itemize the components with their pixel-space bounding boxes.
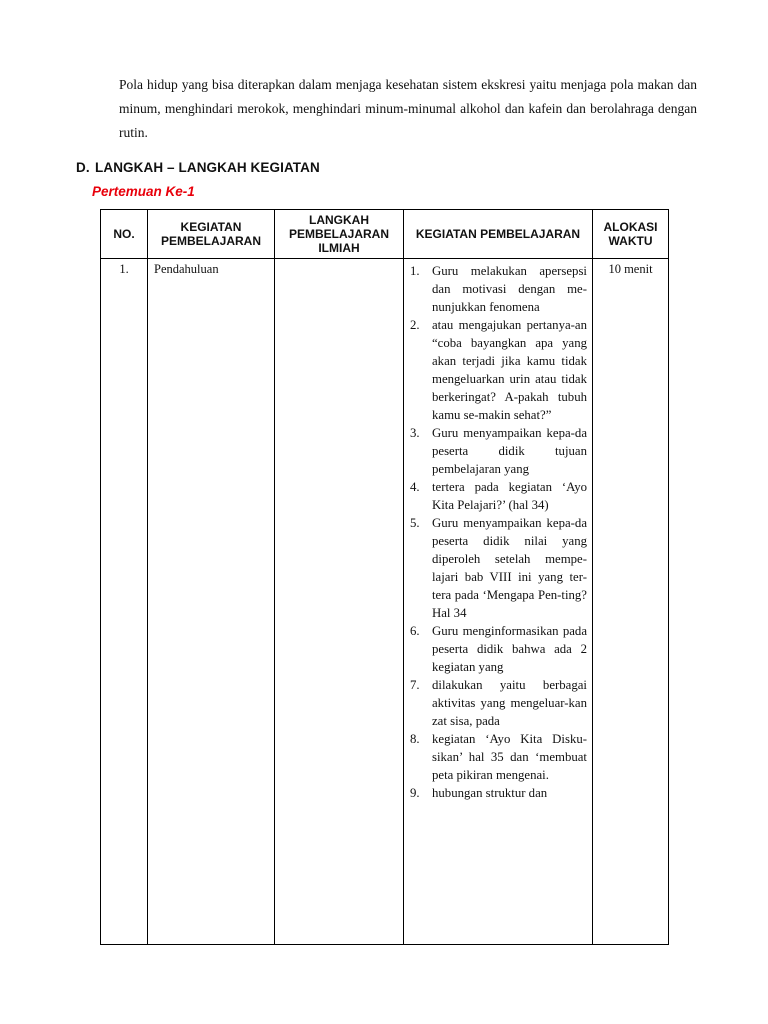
step-text: Guru menyampaikan kepa-da peserta didik tujuan pembelajaran yang	[432, 426, 587, 476]
step-number: 7.	[410, 678, 420, 692]
table-header-row	[101, 210, 669, 259]
meeting-label: Pertemuan Ke-1	[92, 184, 195, 199]
step-number: 8.	[410, 732, 420, 746]
list-item	[404, 262, 592, 316]
row-phase: Pendahuluan	[148, 259, 275, 945]
intro-paragraph: Pola hidup yang bisa diterapkan dalam menjaga kesehatan sistem ekskresi yaitu menjaga pola makan dan minum, menghindari merokok, menghindari minum-minumal alkohol dan kafein dan berolahraga dengan rutin.	[119, 77, 697, 140]
list-item	[404, 676, 592, 730]
step-text: Guru menginformasikan pada peserta didik bahwa ada 2 kegiatan yang	[432, 624, 587, 674]
step-text: Guru menyampaikan kepa-da peserta didik nilai yang diperoleh setelah mempe-lajari bab VIII ini yang ter-tera pada ‘Mengapa Pen-ting? Hal 34	[432, 516, 587, 620]
header-kegiatan-2: KEGIATAN PEMBELAJARAN	[404, 210, 593, 259]
step-text: dilakukan yaitu berbagai aktivitas yang mengeluar-kan zat sisa, pada	[432, 678, 587, 728]
row-activities	[404, 259, 593, 945]
header-kegiatan: KEGIATAN PEMBELAJARAN	[148, 210, 275, 259]
row-number: 1.	[101, 259, 148, 945]
activity-steps-list	[404, 259, 592, 802]
section-heading	[76, 160, 320, 175]
step-text: tertera pada kegiatan ‘Ayo Kita Pelajari?’ (hal 34)	[432, 480, 587, 512]
header-alokasi: ALOKASI WAKTU	[593, 210, 669, 259]
list-item	[404, 316, 592, 424]
step-number: 4.	[410, 480, 420, 494]
step-number: 1.	[410, 264, 420, 278]
step-text: atau mengajukan pertanya-an “coba bayangkan apa yang akan terjadi jika kamu tidak mengeluarkan urin atau tidak berkeringat? A-pakah tubuh kamu se-makin sehat?”	[432, 318, 587, 422]
list-item	[404, 784, 592, 802]
list-item	[404, 424, 592, 478]
header-no: NO.	[101, 210, 148, 259]
list-item	[404, 514, 592, 622]
list-item	[404, 730, 592, 784]
section-title: LANGKAH – LANGKAH KEGIATAN	[95, 160, 320, 175]
step-number: 6.	[410, 624, 420, 638]
section-letter: D.	[76, 160, 90, 175]
row-time: 10 menit	[593, 259, 669, 945]
list-item	[404, 622, 592, 676]
header-langkah: LANGKAH PEMBELAJARAN ILMIAH	[275, 210, 404, 259]
step-text: hubungan struktur dan	[432, 786, 548, 800]
step-number: 2.	[410, 318, 420, 332]
step-number: 5.	[410, 516, 420, 530]
step-text: kegiatan ‘Ayo Kita Disku-sikan’ hal 35 dan ‘membuat peta pikiran mengenai.	[432, 732, 587, 782]
step-number: 9.	[410, 786, 420, 800]
step-number: 3.	[410, 426, 420, 440]
activity-table	[100, 209, 669, 945]
step-text: Guru melakukan apersepsi dan motivasi dengan me-nunjukkan fenomena	[432, 264, 587, 314]
row-scientific-step	[275, 259, 404, 945]
list-item	[404, 478, 592, 514]
table-row	[101, 259, 669, 945]
